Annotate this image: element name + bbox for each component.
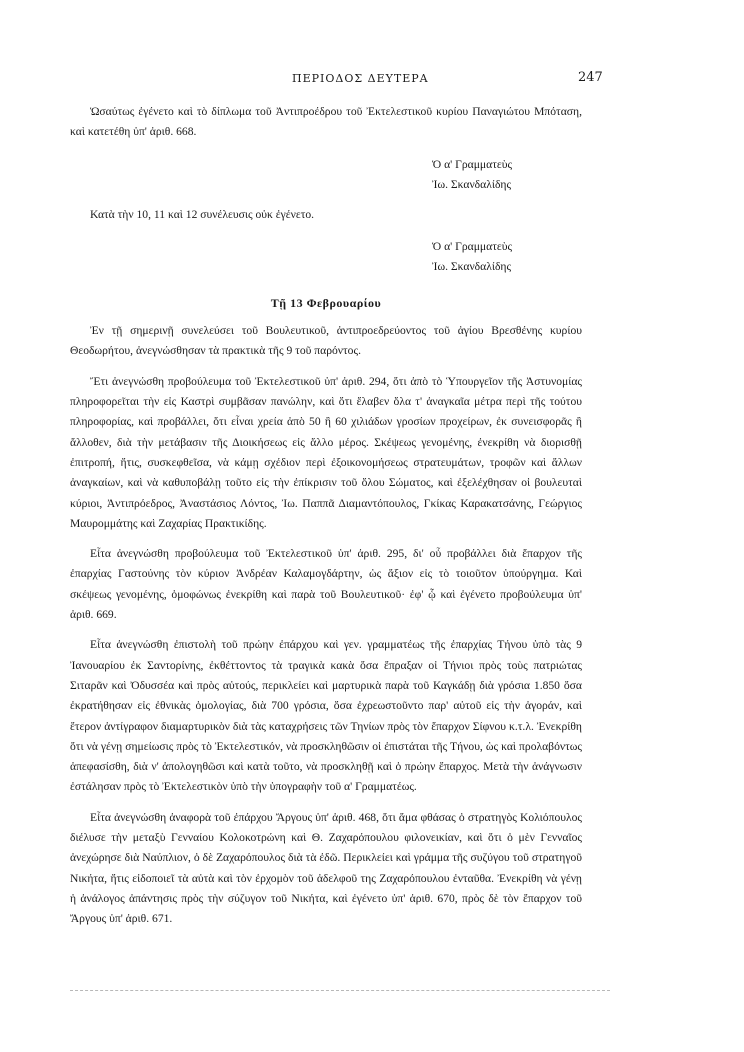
date-heading: Τῇ 13 Φεβρουαρίου [270, 295, 382, 310]
paragraph: Ὡσαύτως ἐγένετο καὶ τὸ δίπλωμα τοῦ Ἀντιπροέδρου τοῦ Ἐκτελεστικοῦ κυρίου Παναγιώτου Μπόταση, καὶ κατετέθη ὑπ' ἀριθ. 668. [70, 105, 582, 139]
paragraph: Κατὰ τὴν 10, 11 καὶ 12 συνέλευσις οὐκ ἐγένετο. [90, 207, 315, 221]
page-header [0, 72, 744, 92]
page-number: 247 [578, 70, 603, 85]
signature-name: Ἰω. Σκανδαλίδης [432, 259, 512, 273]
signature-title: Ὁ α' Γραμματεὺς [432, 239, 513, 253]
signature-block [432, 237, 582, 277]
paragraph: Εἶτα ἀνεγνώσθη ἀναφορὰ τοῦ ἐπάρχου Ἄργους ὑπ' ἀριθ. 468, ὅτι ἅμα φθάσας ὁ στρατηγὸς Κολιόπουλος διέλυσε τὴν μεταξὺ Γενναίου Κολοκοτρώνη καὶ Θ. Ζαχαρόπουλου φιλονεικίαν, καὶ ὅτι ὁ μὲν Γενναῖος ἀνεχώρησε διὰ Ναύπλιον, ὁ δὲ Ζαχαρόπουλος διὰ τὰ ἐδῶ. Περικλείει καὶ γράμμα τῆς συζύγου τοῦ στρατηγοῦ Νικήτα, ἥτις εἰδοποιεῖ τὰ αὐτὰ καὶ τὸν ἐρχομὸν τοῦ ἀδελφοῦ της Ζαχαρόπουλου ἐνταῦθα. Ἐνεκρίθη νὰ γένῃ ἡ ἀνάλογος ἀπάντησις πρὸς τὴν σύζυγον τοῦ Νικήτα, καὶ ἐγένετο ὑπ' ἀριθ. 670, πρὸς δὲ τὸν ἔπαρχον τοῦ Ἄργους ὑπ' ἀριθ. 671. [70, 810, 582, 926]
signature-name: Ἰω. Σκανδαλίδης [432, 177, 512, 191]
running-title: ΠΕΡΙΟΔΟΣ ΔΕΥΤΕΡΑ [292, 72, 429, 85]
paragraph: Ἐν τῇ σημερινῇ συνελεύσει τοῦ Βουλευτικοῦ, ἀντιπροεδρεύοντος τοῦ ἁγίου Βρεσθένης κυρίου Θεοδωρήτου, ἀνεγνώσθησαν τὰ πρακτικὰ τῆς 9 τοῦ παρόντος. [70, 324, 582, 358]
page-body [70, 102, 582, 930]
paragraph: Εἶτα ἀνεγνώσθη ἐπιστολὴ τοῦ πρώην ἐπάρχου καὶ γεν. γραμματέως τῆς ἐπαρχίας Τήνου ὑπὸ τὰς 9 Ἰανουαρίου ἐκ Σαντορίνης, ἐκθέττοντος τὰ τραγικὰ κακὰ ὅσα ἔπραξαν οἱ Τήνιοι πρὸς τοὺς πατριώτας Σιταρᾶν καὶ Ὀδυσσέα καὶ πρὸς αὐτούς, περικλείει καὶ μαρτυρικὰ παρὰ τοῦ Καγκάδῃ διὰ γρόσια 1.850 ὅσα ἐκρατήθησαν εἰς ἐθνικὰς ὁμολογίας, διὰ 700 γρόσια, ὅσα ἐχρεωστοῦντο παρ' αὐτοῦ εἰς τὴν ἀγοράν, καὶ ἕτερον ἀντίγραφον διαμαρτυρικὸν διὰ τὰς καταχρήσεις τῶν Τηνίων πρὸς τὸν ἔπαρχον Σίφνου κ.τ.λ. Ἐνεκρίθη ὅτι νὰ γένῃ σημείωσις πρὸς τὸ Ἐκτελεστικόν, νὰ προσκληθῶσιν οἱ ἐπιστάται τῆς Τήνου, ὡς καὶ προλαβόντως ἀπεφασίσθη, διὰ ν' ἀπολογηθῶσι καὶ κατὰ τοῦτο, νὰ προσκληθῇ καὶ ὁ πρώην ἔπαρχος. Μετὰ τὴν ἀνάγνωσιν ἐστάλησαν πρὸς τὸ Ἐκτελεστικὸν ὑπὸ τὴν ὑπογραφὴν τοῦ α' Γραμματέως. [70, 638, 582, 794]
signature-block [432, 155, 582, 195]
paragraph: Ἔτι ἀνεγνώσθη προβούλευμα τοῦ Ἐκτελεστικοῦ ὑπ' ἀριθ. 294, ὅτι ἀπὸ τὸ Ὑπουργεῖον τῆς Ἀστυνομίας πληροφορεῖται τὴν εἰς Καστρὶ συμβᾶσαν πανώλην, καὶ ὅτι ἔλαβεν ὅλα τ' ἀναγκαῖα μέτρα περὶ τῆς τούτου πληροφορίας, καὶ προβάλλει, ὅτι εἶναι χρεία ἀπὸ 50 ἢ 60 χιλιάδων γροσίων προχείρων, ἐκ συνεισφορᾶς ἢ ἄλλοθεν, διὰ τὴν μετάβασιν τῆς Διοικήσεως εἰς ἄλλο μέρος. Σκέψεως γενομένης, ἐνεκρίθη νὰ διορισθῇ ἐπιτροπή, ἥτις, συσκεφθεῖσα, νὰ κάμῃ σχέδιον περὶ ἐξοικονομήσεως στρατευμάτων, τροφῶν καὶ ἄλλων ἀναγκαίων, καὶ νὰ καθυποβάλῃ τοῦτο εἰς τὴν ἐπίκρισιν τοῦ ὅλου Σώματος, καὶ ἐξελέχθησαν οἱ βουλευταὶ κύριοι, Ἀντιπρόεδρος, Ἀναστάσιος Λόντος, Ἰω. Παππᾶ Διαμαντόπουλος, Γκίκας Καρακατσάνης, Γεώργιος Μαυρομμάτης καὶ Ζαχαρίας Πρακτικίδης. [70, 374, 582, 530]
footer-divider [70, 990, 610, 991]
signature-title: Ὁ α' Γραμματεὺς [432, 157, 513, 171]
paragraph: Εἶτα ἀνεγνώσθη προβούλευμα τοῦ Ἐκτελεστικοῦ ὑπ' ἀριθ. 295, δι' οὗ προβάλλει διὰ ἔπαρχον τῆς ἐπαρχίας Γαστούνης τὸν κύριον Ἀνδρέαν Καλαμογδάρτην, ὡς ἄξιον εἰς τὸ τοιοῦτον ὑπούργημα. Καὶ σκέψεως γενομένης, ὁμοφώνως ἐνεκρίθη καὶ παρὰ τοῦ Βουλευτικοῦ· ἐφ' ᾧ καὶ ἐγένετο προβούλευμα ὑπ' ἀριθ. 669. [70, 547, 582, 622]
